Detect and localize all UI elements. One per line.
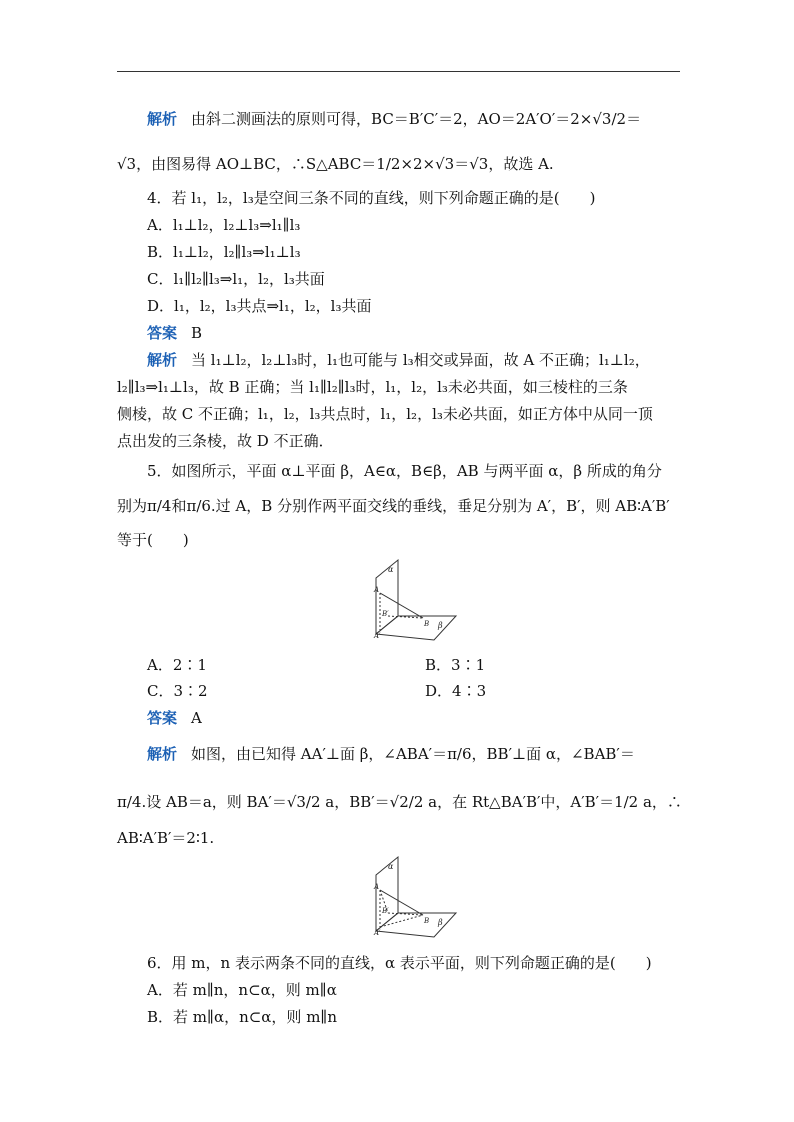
figure-planes-1 xyxy=(368,558,460,644)
option-b: B．l₁⊥l₂，l₂∥l₃⇒l₁⊥l₃ xyxy=(147,243,301,261)
explanation-line: 侧棱，故 C 不正确；l₁，l₂，l₃共点时，l₁，l₂，l₃未必共面，如正方体中从同一顶 xyxy=(117,405,653,423)
analysis-label: 解析 xyxy=(147,351,178,369)
option-c: C．3∶2 xyxy=(147,682,208,700)
explanation-line: √3，由图易得 AO⊥BC，∴S△ABC＝1/2×2×√3＝√3，故选 A. xyxy=(117,155,554,173)
answer-label: 答案 xyxy=(147,709,178,727)
answer-label: 答案 xyxy=(147,324,178,342)
svg-text:β: β xyxy=(438,918,443,927)
explanation-line: 解析 由斜二测画法的原则可得，BC＝B′C′＝2，AO＝2A′O′＝2×√3/2＝ xyxy=(147,110,642,128)
explanation-line: 解析 如图，由已知得 AA′⊥面 β，∠ABA′＝π/6，BB′⊥面 α，∠BAB′＝ xyxy=(147,745,635,763)
svg-text:β: β xyxy=(438,621,443,630)
svg-text:B: B xyxy=(424,917,430,925)
svg-text:B′: B′ xyxy=(382,907,389,915)
header-rule xyxy=(117,71,680,72)
explanation-line: 解析 当 l₁⊥l₂，l₂⊥l₃时，l₁也可能与 l₃相交或异面，故 A 不正确；l₁⊥l₂， xyxy=(147,351,650,369)
question-6: 6．用 m，n 表示两条不同的直线，α 表示平面，则下列命题正确的是( ) xyxy=(147,954,652,972)
option-d: D．4∶3 xyxy=(425,682,487,700)
question-5: 5．如图所示，平面 α⊥平面 β，A∈α，B∈β，AB 与两平面 α，β 所成的角分 xyxy=(147,462,662,480)
option-d: D．l₁，l₂，l₃共点⇒l₁，l₂，l₃共面 xyxy=(147,297,372,315)
explanation-line: AB∶A′B′＝2∶1. xyxy=(117,829,215,847)
option-b: B．若 m∥α，n⊂α，则 m∥n xyxy=(147,1008,338,1026)
explanation-line: l₂∥l₃⇒l₁⊥l₃，故 B 正确；当 l₁∥l₂∥l₃时，l₁，l₂，l₃未必共面，如三棱柱的三条 xyxy=(117,378,628,396)
option-c: C．l₁∥l₂∥l₃⇒l₁，l₂，l₃共面 xyxy=(147,270,325,288)
svg-text:B: B xyxy=(424,620,430,628)
svg-text:B′: B′ xyxy=(382,610,389,618)
svg-text:A′: A′ xyxy=(374,632,381,640)
explanation-line: 点出发的三条棱，故 D 不正确． xyxy=(117,432,334,450)
analysis-label: 解析 xyxy=(147,745,178,763)
question-4: 4．若 l₁，l₂，l₃是空间三条不同的直线，则下列命题正确的是( ) xyxy=(147,189,596,207)
answer-line: 答案 A xyxy=(147,709,202,727)
option-a: A．2∶1 xyxy=(147,656,207,674)
svg-text:α: α xyxy=(388,862,394,871)
figure-planes-2 xyxy=(368,855,460,941)
analysis-label: 解析 xyxy=(147,110,178,128)
explanation-line: π/4.设 AB＝a，则 BA′＝√3/2 a，BB′＝√2/2 a，在 Rt△BA′B′中，A′B′＝1/2 a，∴ xyxy=(117,793,682,811)
option-a: A．l₁⊥l₂，l₂⊥l₃⇒l₁∥l₃ xyxy=(147,216,301,234)
answer-line: 答案 B xyxy=(147,324,203,342)
question-5-line: 别为π/4和π/6.过 A，B 分别作两平面交线的垂线，垂足分别为 A′，B′，则 AB∶A′B′ xyxy=(117,497,670,515)
question-5-line: 等于( ) xyxy=(117,531,189,549)
svg-text:A: A xyxy=(374,883,380,891)
option-a: A．若 m∥n，n⊂α，则 m∥α xyxy=(147,981,337,999)
option-b: B．3∶1 xyxy=(425,656,486,674)
svg-text:A: A xyxy=(374,586,380,594)
svg-text:α: α xyxy=(388,565,394,574)
svg-text:A′: A′ xyxy=(374,929,381,937)
